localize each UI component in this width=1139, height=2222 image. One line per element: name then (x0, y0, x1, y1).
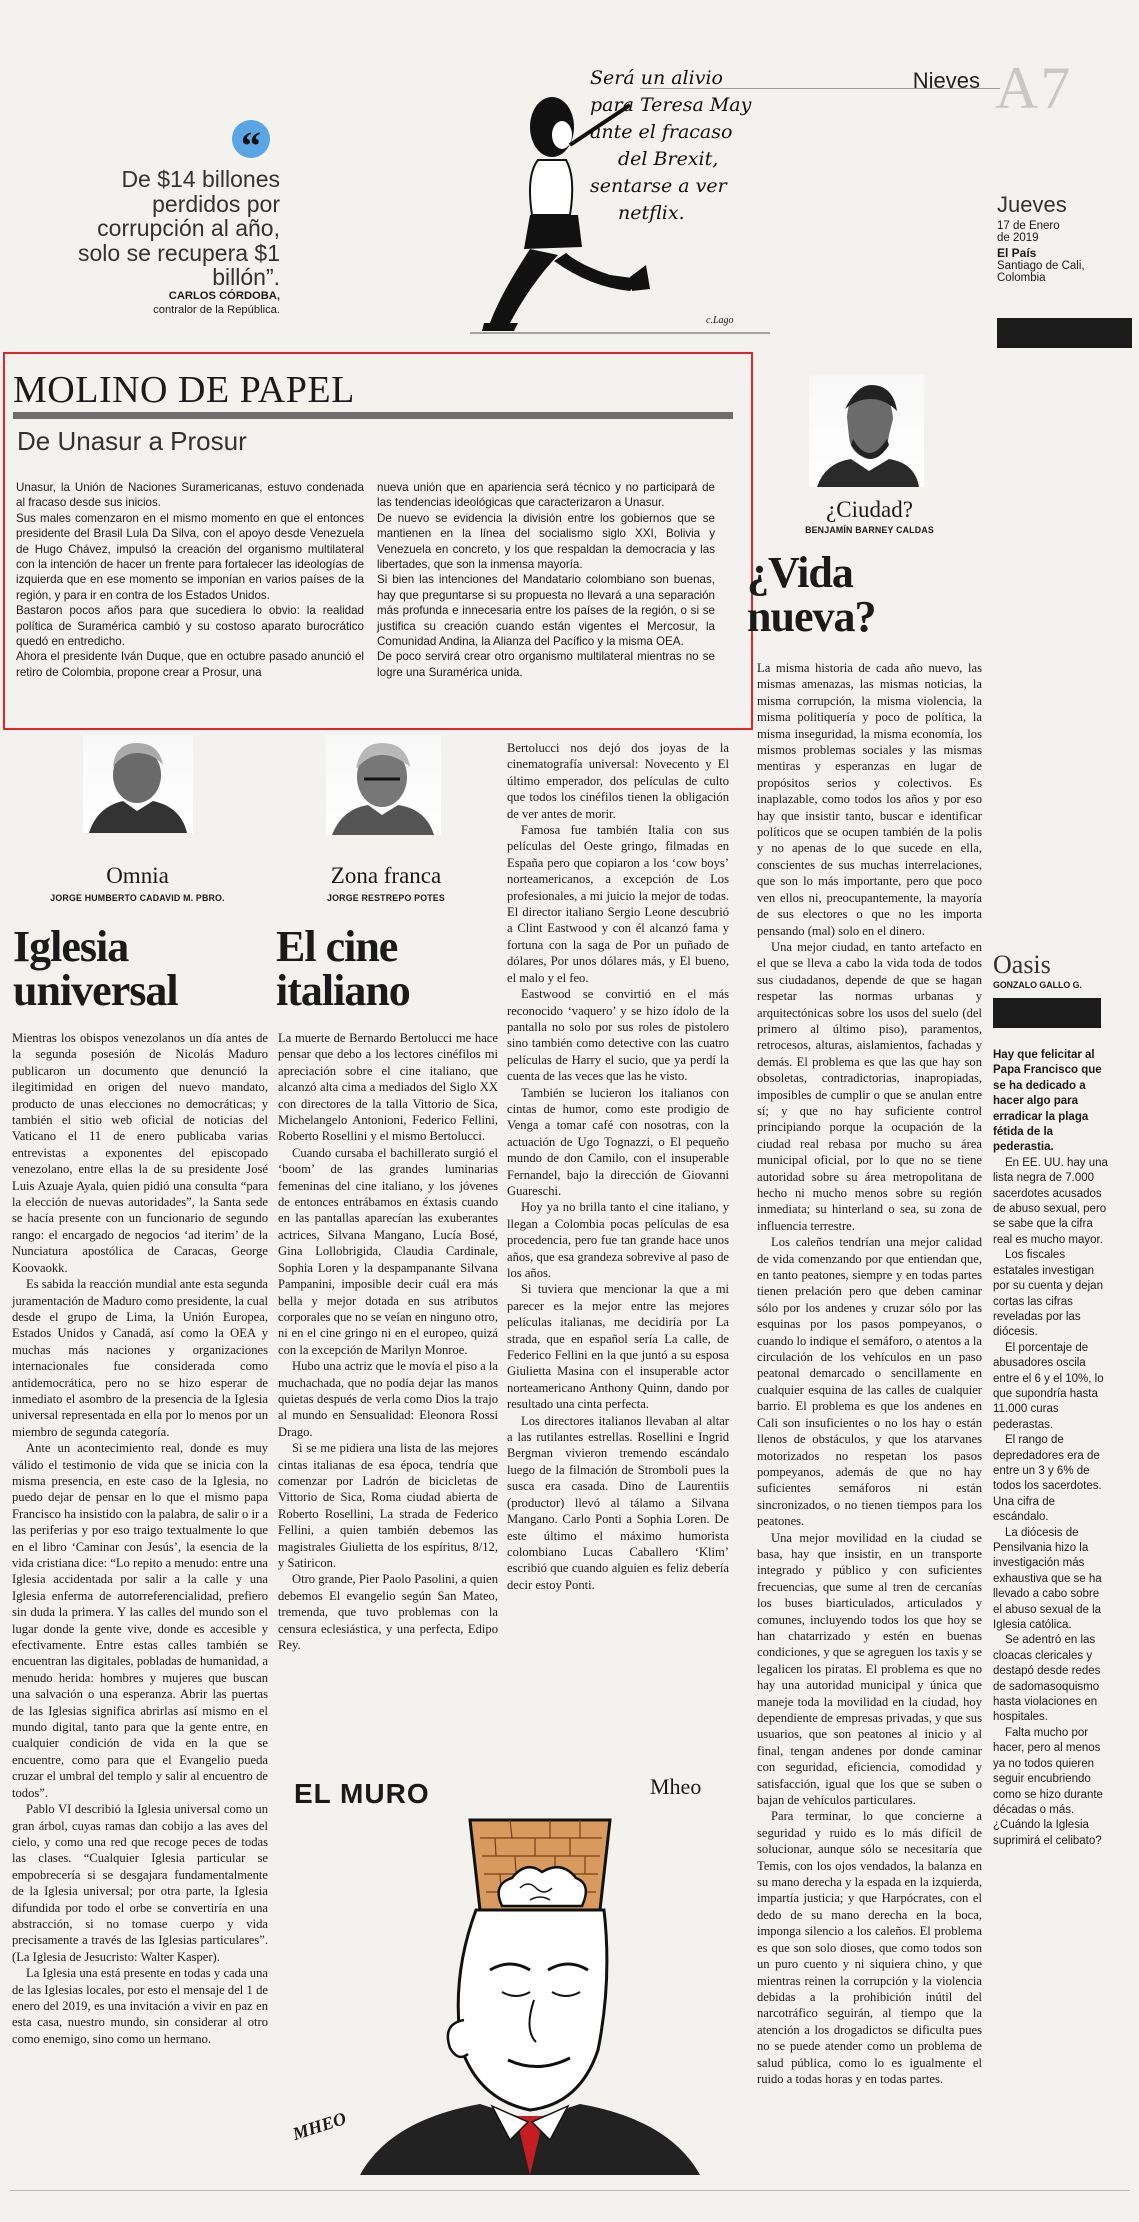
paper-name: El País (997, 246, 1037, 260)
quote-author: CARLOS CÓRDOBA, (168, 290, 280, 302)
day-name: Jueves (997, 192, 1067, 217)
cartoon-el-muro (280, 1760, 730, 2175)
paragraph: Una mejor movilidad en la ciudad se basa, hay que insistir, en un transporte integrado y público y con suficientes frecuencias, que sume al tren de cercanías los buses biarticulados, articulados y comunes, incluyendo todos los que hoy se han chatarrizado y estén en buenas condiciones, y que se agreguen los taxis y se legalicen los piratas. El problema es que no hay una autoridad municipal y única que maneje toda la movilidad en la ciudad, hoy dependiente de empresas privadas, y que sus usuarios, que son peatones al inicio y al final, tengan andenes por donde caminar con seguridad, eficiencia, comodidad y satisfacción, igual que los que se suben o bajan de vehículos particulares. (757, 1530, 982, 1808)
paragraph: Otro grande, Pier Paolo Pasolini, a quien debemos El evangelio según San Mateo, tremenda, que tuvo problemas con la censura eclesiástica, y una perfecta, Edipo Rey. (278, 1572, 498, 1653)
caption-line: ante el fracaso (590, 121, 733, 143)
cartoon-artist: Mheo (650, 1774, 702, 1799)
caption-line: netflix. (618, 202, 685, 224)
paragraph: Una mejor ciudad, en tanto artefacto en el que se lleva a cabo la vida toda de todos sus ciudadanos, depende de que se hagan respetar las normas urbanas y arquitectónicas sobre los usos del suelo (del primero al último piso), paramentos, retrocesos, alturas, aislamientos, fachadas y demás. El problema es que las que hay son obsoletas, contradictorias, inapropiadas, imposibles de cumplir o que se anulan entre sí; y que no hay suficiente control principiando porque la ocupación de la ciudad real rebasa por mucho su área municipal oficial, por lo que no se tiene autoridad sobre su área metropolitana de hecho ni mucho menos sobre su región inmediata; su hinterland o sea, su zona de influencia terrestre. (757, 939, 982, 1233)
quote-box (65, 120, 285, 330)
paragraph: También se lucieron los italianos con cintas de humor, como este prodigio de Venga a tomar café con nosotras, con la actuación de Ugo Tognazzi, o El pequeño mundo de don Camilo, con el insuperable Fernandel, bajo la dirección de Giovanni Guareschi. (507, 1085, 729, 1198)
paragraph: La Iglesia una está presente en todas y cada una de las Iglesias locales, por esto el mensaje del 1 de enero del 2019, es una invitación a vivir en paz en esta casa, nuestro mundo, sin considerar al otro como enemigo, sino como un hermano. (12, 1966, 268, 2046)
editorial-title: De Unasur a Prosur (17, 426, 247, 456)
paragraph: Los caleños tendrían una mejor calidad de vida comenzando por que entiendan que, en tanto peatones, siempre y en todas partes tienen prelación pero que deben caminar sólo por los andenes y cruzar sólo por las esquinas por los pasos pompeyanos, o cuando lo indique el semáforo, o atentos a la circulación de los vehículos en un paso peatonal demarcado o sencillamente en cualquier esquina de las calles de cualquier barrio. El problema es que los andenes en Cali son insuficientes o no los hay o están llenos de obstáculos, y que los atarvanes motorizados no respetan los pasos pompeyanos, además de que no hay suficientes semáforos ni están sincronizados, o no tienen tiempos para los peatones. (757, 1235, 982, 1529)
oasis-bar (993, 998, 1101, 1028)
headline-line: italiano (276, 966, 410, 1015)
paragraph: Ante un acontecimiento real, donde es muy válido el testimonio de vida que se inicia con la misma presencia, en este caso de la Iglesia, no puedo dejar de pensar en lo que el mismo papa Francisco ha insistido con la palabra, de salir o ir a las periferias y por eso traigo textualmente lo que en el libro ‘Caminar con Jesús’, la esencia de la vida cristiana dice: “Lo repito a menudo: entre una Iglesia accidentada por salir a la calle y una Iglesia enferma de autorreferencialidad, prefiero sin duda la primera. Y las calles del mundo son el lugar donde la gente vive, donde es accesible y efectivamente. Entre estas calles también se encuentran las digitales, pobladas de humanidad, a menudo herida: hombres y mujeres que buscan una salvación o una esperanza. Abrir las puertas de las Iglesias significa abrirlas así mismo en el mundo digital, tanto para que la gente entre, en cualquier condición de vida en la que se encuentre, como para que el Evangelio pueda cruzar el umbral del templo y salir al encuentro de todos”. (12, 1441, 268, 1800)
column-section: Oasis (993, 950, 1051, 979)
column-section: Omnia (106, 863, 169, 888)
paragraph: Los directores italianos llevaban al altar a las rutilantes estrellas. Rosellini e Ingrid Bergman vivieron tremendo escándalo luego de la filmación de Stromboli pues la susca era casada. Dino de Laurentiis (productor) llevó al tálamo a Silvana Mangano. Carlo Ponti a Sophia Loren. De este último el máximo humorista colombiano Lucas Caballero ‘Klim’ escribió que cuando alguien es feliz debería decir estoy Ponti. (507, 1413, 729, 1592)
paragraph: El rango de depredadores era de entre un 3 y 6% de todos los sacerdotes. Una cifra de escándalo. (993, 1434, 1102, 1524)
paragraph: La misma historia de cada año nuevo, las mismas amenazas, las mismas noticias, la misma corrupción, la misma violencia, la misma politiquería y poco de política, la misma inseguridad, la misma economía, los mismos problemas sociales y las mismas mentiras y esperanzas en lugar de propósitos serios y colectivos. Es inaplazable, como todos los años y por eso hay que insistir tanto, buscar e identificar políticos que se ocupen también de la polis y no apenas de lo que sucede en ella, conscientes de sus muchas interrelaciones, que son lo más importante, pero que poco ven ellos ni, preocupantemente, la mayoría de sus electores o que no les importa pensando (mal) solo en el dinero. (757, 661, 982, 938)
cartoon-signature: c.Lago (706, 315, 734, 326)
paragraph: El porcentaje de abusadores oscila entre el 6 y el 10%, lo que supondría hasta 11.000 curas pederastas. (993, 1341, 1104, 1431)
column-author: GONZALO GALLO G. (993, 980, 1082, 990)
cartoon-signature: MHEO (290, 2108, 349, 2145)
paragraph: Ahora el presidente Iván Duque, que en octubre pasado anunció el retiro de Colombia, propone crear a Prosur, una (16, 650, 364, 679)
headline-line: Iglesia (13, 922, 129, 971)
paragraph: Bastaron pocos años para que sucediera lo obvio: la realidad política de Suramérica cambió y su costoso aparato burocrático quedó en entredicho. (16, 604, 364, 649)
author-photo (326, 735, 441, 835)
paragraph: Hoy ya no brilla tanto el cine italiano, y llegan a Colombia pocas películas de esa procedencia, pero fue tan grande hace unos años, que esa grandeza sobrevive al paso de los años. (507, 1200, 729, 1280)
omnia-body (12, 1030, 268, 2047)
paragraph: Es sabida la reacción mundial ante esta segunda juramentación de Maduro como presidente, la cual desde el grupo de Lima, la Unión Europea, Estados Unidos y Canadá, así como la OEA y muchas más naciones y organizaciones internacionales fue considerada como antidemocrática, pero no se hizo esperar de inmediato el asombro de la presencia de la Iglesia universal representada en ella por lo menos por un miembro de segunda categoría. (12, 1277, 268, 1439)
section-name: Nieves (912, 68, 980, 93)
cartoon-caption (590, 65, 790, 227)
zona-body-col-1 (278, 1030, 498, 1653)
headline-line: nueva? (747, 592, 876, 641)
paragraph: Bertolucci nos dejó dos joyas de la cinematografía universal: Novecento y El último emperador, dos películas de culto que todos los cinéfilos tienen la obligación de ver antes de morir. (507, 741, 729, 821)
paragraph: Unasur, la Unión de Naciones Suramericanas, estuvo condenada al fracaso desde sus inicios. (16, 481, 364, 510)
paragraph: Si tuviera que mencionar la que a mi parecer es la mejor entre las mejores películas italianas, me decidiría por La strada, que en español sería La calle, de Federico Fellini en la que juntó a su esposa Giulietta Masina con el insuperable actor norteamericano Anthony Quinn, dando por resultado una cinta perfecta. (507, 1282, 729, 1412)
paragraph: Cuando cursaba el bachillerato surgió el ‘boom’ de las grandes luminarias femeninas del cine italiano, y los jóvenes de entonces entrábamos en éxtasis cuando en las pantallas aparecían las exuberantes actrices, Silvana Mangano, Lucía Bosé, Gina Lollobrigida, Claudia Cardinale, Sophia Loren y la despampanante Silvana Pampanini, imposible decir cuál era más bella y mejor dotada en sus atributos corporales que no se veían en ninguno otro, ni en el cine gringo ni en el europeo, quizá con la excepción de Marilyn Monroe. (278, 1145, 498, 1357)
page-footer-rule (10, 2190, 1130, 2191)
kicker-rule (13, 412, 733, 419)
author-portrait (809, 375, 924, 487)
author-photo (83, 735, 193, 833)
oasis-column (993, 950, 1133, 1849)
headline-line: ¿Vida (747, 548, 853, 597)
editorial-box (3, 352, 753, 730)
column-section: Zona franca (330, 863, 442, 888)
headline-line: El cine (276, 922, 398, 971)
paragraph: De poco servirá crear otro organismo multilateral mientras no se logre una Suramérica unida. (377, 650, 715, 679)
headline-line: universal (13, 966, 178, 1015)
paragraph: Pablo VI describió la Iglesia universal como un gran árbol, cuyas ramas dan cobijo a las aves del cielo, y como una red que recoge peces de todas las clases. “Cualquier Iglesia particular se empobrecería si se desgajara fundamentalmente de la Iglesia universal; por otra parte, la Iglesia difundida por todo el orbe se convertiría en una abstracción, si no tomase cuerpo y vida precisamente a través de las Iglesias particulares”. (La Iglesia de Jesucristo: Walter Kasper). (12, 1802, 268, 1964)
paragraph: Falta mucho por hacer, pero al menos ya no todos quieren seguir encubriendo como se hizo durante décadas o más. ¿Cuándo la Iglesia suprimirá el celibato? (993, 1726, 1103, 1847)
editorial-col-1 (16, 480, 364, 680)
paragraph: De nuevo se evidencia la división entre los gobiernos que se mantienen en la línea del socialismo siglo XXI, Bolivia y Venezuela en concreto, y los que respaldan la democracia y las libertades, que son la inmensa mayoría. (377, 511, 715, 572)
paragraph: Se adentró en las cloacas clericales y destapó desde redes de sadomasoquismo hasta violaciones en hospitales. (993, 1634, 1101, 1724)
caption-line: Será un alivio (590, 67, 723, 89)
editorial-kicker: MOLINO DE PAPEL (13, 369, 355, 411)
column-headline (276, 922, 516, 1015)
quote-text: De $14 billones perdidos por corrupción al año, solo se recupera $1 billón”. (77, 166, 280, 291)
paragraph: La diócesis de Pensilvania hizo la investigación más exhaustiva que se ha llevado a cabo sobre el abuso sexual de la Iglesia católica. (993, 1526, 1102, 1632)
paragraph: Sus males comenzaron en el mismo momento en que el entonces presidente del Brasil Lula Da Silva, con el apoyo desde Venezuela de Hugo Chávez, impulsó la creación del organismo multilateral con la intención de hacer un frente para fortalecer las ideologías de izquierda que en ese momento se imponían en varios países de la región, y para ir en contra de los Estados Unidos. (16, 511, 364, 602)
editorial-col-2 (377, 480, 715, 680)
oasis-body (993, 1156, 1111, 1849)
cartoon-brexit (470, 65, 770, 335)
cartoon-title: EL MURO (294, 1778, 430, 1809)
paragraph: Para terminar, lo que concierne a seguridad y ruido es lo más difícil de solucionar, aunque sólo se necesitaría que Temis, con los ojos vendados, la balanza en su mano derecha y la espada en la izquierda, impartía justicia; y que Harpócrates, con el dedo de su mano derecha en la boca, imponga silencio a los caleños. El problema es que son solo dioses, que como todos son un puro cuento y ni siquiera chino, y que mientras reinen la corrupción y la violencia debidas a la prohibición inútil del narcotráfico seguirán, al tiempo que la atención a los drogadictos se dificulta pues no se puede atender como un problema de salud pública, como lo es igualmente el ruido a todas horas y en todas partes. (757, 1809, 982, 2086)
page-number: A7 (995, 55, 1073, 121)
paragraph: Famosa fue también Italia con sus películas del Oeste gringo, filmadas en España pero que copiaron a los ‘cow boys’ norteamericanos, a excepción de Los profesionales, a mi juicio la mejor de todas. El director italiano Sergio Leone descubrió a Clint Eastwood y con él alcanzó fama y fortuna con la saga de Por un puñado de dólares, Por unos dólares más, y El bueno, el malo y el feo. (507, 823, 729, 985)
paragraph: Si bien las intenciones del Mandatario colombiano son buenas, hay que preguntarse si su propuesta no llevará a una separación más profunda e innecesaria entre los países de la región, o si se justifica su creación cuando están vigentes el Mercosur, la Comunidad Andina, la Alianza del Pacífico y la misma OEA. (377, 573, 715, 649)
paragraph: Los fiscales estatales investigan por su cuenta y dejan cortas las cifras reveladas por las diócesis. (993, 1249, 1103, 1339)
zona-body-col-2 (507, 740, 729, 1593)
date-line: 17 de Enero (997, 220, 1060, 232)
paragraph: Eastwood se convirtió en el más reconocido ‘vaquero’ y se hizo ídolo de la pantalla no solo por sus roles de pistolero sino también como detective con las cuatro películas de Harry el sucio, que ya perdí la cuenta de las veces que las he visto. (507, 987, 729, 1084)
oasis-lead: Hay que felicitar al Papa Francisco que se ha dedicado a hacer algo para erradicar la plaga fétida de la pederastia. (993, 1049, 1102, 1154)
date-bar (997, 318, 1132, 348)
paragraph: Mientras los obispos venezolanos un día antes de la segunda posesión de Nicolás Maduro publicaron un documento que denunció la ilegitimidad en origen del nuevo mandato, producto de unas elecciones no democráticas; y también el sitio web oficial de noticias del Vaticano el 11 de enero publicaba varias entrevistas a exponentes del episcopado venezolano, entre ellas la de su presidente José Luis Azuaje Ayala, quien pidió una consulta “para la elección de nuevas autoridades”, la Santa sede se hacía presente con un funcionario de segundo rango: el encargado de negocios ‘ad iterim’ de la Nunciatura apostólica de Caracas, George Koovaokk. (12, 1031, 268, 1275)
date-line: de 2019 (997, 232, 1039, 244)
paragraph: La muerte de Bernardo Bertolucci me hace pensar que debo a los lectores cinéfilos mi apreciación sobre el cine italiano, que alcanzó alta cima a mediados del Siglo XX con directores de la talla Vittorio de Sica, Michelangelo Antonioni, Federico Fellini, Roberto Rosellini y el mismo Bertolucci. (278, 1031, 498, 1144)
column-author: JORGE RESTREPO POTES (327, 893, 445, 903)
column-author: BENJAMÍN BARNEY CALDAS (805, 525, 934, 535)
caption-line: sentarse a ver (590, 175, 727, 197)
ciudad-body (757, 660, 982, 2087)
author-portrait (326, 735, 441, 835)
quote-role: contralor de la República. (153, 304, 280, 316)
date-block (997, 192, 1132, 284)
paragraph: Hubo una actriz que le movía el piso a la muchachada, que no podía dejar las manos quietas después de verla como Dios la trajo al mundo en Sensualidad: Eleonora Rossi Drago. (278, 1359, 498, 1439)
city-line: Santiago de Cali, (997, 260, 1085, 272)
caption-line: del Brexit, (618, 148, 719, 170)
author-photo (809, 375, 924, 487)
caption-line: para Teresa May (590, 94, 752, 116)
author-portrait (83, 735, 193, 833)
column-headline (747, 548, 977, 641)
paragraph: En EE. UU. hay una lista negra de 7.000 sacerdotes acusados de abuso sexual, pero se sabe que la cifra real es mucho mayor. (993, 1156, 1108, 1246)
quote-mark-icon: “ (232, 120, 270, 158)
column-headline (13, 922, 273, 1015)
column-author: JORGE HUMBERTO CADAVID M. PBRO. (50, 893, 225, 903)
paragraph: nueva unión que en apariencia será técnico y no participará de las tendencias ideológicas que caracterizaron a Unasur. (377, 481, 715, 510)
column-section: ¿Ciudad? (826, 497, 913, 522)
paragraph: Si se me pidiera una lista de las mejores cintas italianas de esa época, tendría que comenzar por Ladrón de bicicletas de Vittorio de Sica, Roma ciudad abierta de Roberto Rosellini, La strada de Federico Fellini, a quien también debemos las magistrales Giulietta de los espíritus, 8/12, y Satiricon. (278, 1441, 498, 1570)
country-line: Colombia (997, 272, 1046, 284)
cartoon-drawing (280, 1760, 730, 2175)
